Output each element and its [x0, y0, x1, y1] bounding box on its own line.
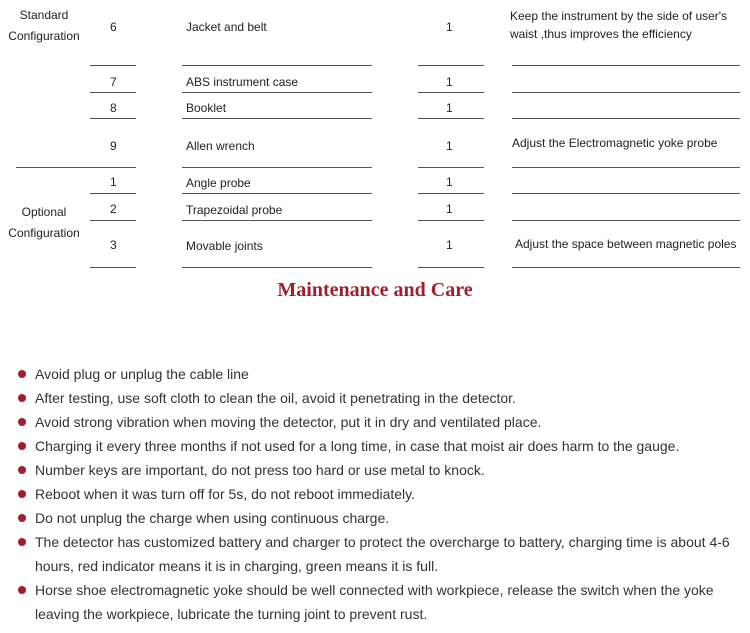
item-quantity: 1 — [446, 238, 453, 252]
item-note: Adjust the space between magnetic poles — [515, 237, 737, 251]
row-divider — [512, 92, 740, 93]
item-note: Adjust the Electromagnetic yoke probe — [512, 136, 718, 150]
row-divider — [90, 193, 136, 194]
bullet-icon — [18, 394, 26, 402]
bullet-icon — [18, 466, 26, 474]
category-standard: Standard Configuration — [8, 8, 80, 43]
item-name: Trapezoidal probe — [186, 203, 283, 217]
list-item: Reboot when it was turn off for 5s, do not reboot immediately. — [16, 482, 744, 506]
section-title: Maintenance and Care — [277, 279, 473, 301]
list-item: Number keys are important, do not press too hard or use metal to knock. — [16, 458, 744, 482]
row-divider — [512, 167, 740, 168]
item-quantity: 1 — [446, 139, 453, 153]
row-divider — [512, 65, 740, 66]
item-name: Angle probe — [186, 176, 251, 190]
row-number: 3 — [110, 238, 117, 252]
bullet-icon — [18, 586, 26, 594]
list-item: After testing, use soft cloth to clean the oil, avoid it penetrating in the detector. — [16, 386, 744, 410]
item-note: Keep the instrument by the side of user's waist ,thus improves the efficiency — [510, 9, 728, 41]
row-divider — [512, 267, 740, 268]
row-number: 2 — [110, 202, 117, 216]
row-number: 9 — [110, 139, 117, 153]
list-item: Charging it every three months if not used for a long time, in case that moist air does harm to the gauge. — [16, 434, 744, 458]
item-quantity: 1 — [446, 20, 453, 34]
item-quantity: 1 — [446, 175, 453, 189]
bullet-icon — [18, 370, 26, 378]
row-divider — [90, 118, 136, 119]
row-divider — [182, 92, 372, 93]
row-divider — [90, 267, 136, 268]
row-divider — [182, 193, 372, 194]
bullet-icon — [18, 514, 26, 522]
item-name: Booklet — [186, 101, 227, 115]
category-optional: Optional Configuration — [8, 205, 80, 240]
row-divider — [182, 65, 372, 66]
row-divider — [90, 92, 136, 93]
row-number: 6 — [110, 20, 117, 34]
item-quantity: 1 — [446, 75, 453, 89]
row-divider — [512, 118, 740, 119]
row-divider — [182, 118, 372, 119]
row-number: 7 — [110, 75, 117, 89]
maintenance-list — [16, 362, 744, 626]
row-divider — [512, 220, 740, 221]
row-divider — [418, 65, 484, 66]
row-divider — [182, 267, 372, 268]
list-item: The detector has customized battery and charger to protect the overcharge to battery, charging time is about 4-6 hours, red indicator means it is in charging, green means it is full. — [16, 530, 744, 578]
item-name: Jacket and belt — [186, 20, 267, 34]
row-divider — [90, 65, 136, 66]
item-quantity: 1 — [446, 101, 453, 115]
row-divider — [418, 167, 484, 168]
row-number: 8 — [110, 101, 117, 115]
list-item: Avoid strong vibration when moving the detector, put it in dry and ventilated place. — [16, 410, 744, 434]
row-divider — [418, 118, 484, 119]
list-item: Do not unplug the charge when using continuous charge. — [16, 506, 744, 530]
row-divider — [418, 193, 484, 194]
item-name: Allen wrench — [186, 139, 255, 153]
list-item: Horse shoe electromagnetic yoke should be well connected with workpiece, release the switch when the yoke leaving the workpiece, lubricate the turning joint to prevent rust. — [16, 578, 744, 626]
item-name: Movable joints — [186, 239, 263, 253]
row-number: 1 — [110, 175, 117, 189]
bullet-icon — [18, 418, 26, 426]
row-divider — [418, 92, 484, 93]
row-divider — [90, 220, 136, 221]
row-divider — [182, 167, 372, 168]
item-name: ABS instrument case — [186, 75, 299, 89]
row-divider — [418, 267, 484, 268]
row-divider — [182, 220, 372, 221]
item-quantity: 1 — [446, 202, 453, 216]
row-divider — [512, 193, 740, 194]
bullet-icon — [18, 442, 26, 450]
bullet-icon — [18, 490, 26, 498]
row-divider — [16, 167, 136, 168]
bullet-icon — [18, 538, 26, 546]
row-divider — [418, 220, 484, 221]
list-item: Avoid plug or unplug the cable line — [16, 362, 744, 386]
